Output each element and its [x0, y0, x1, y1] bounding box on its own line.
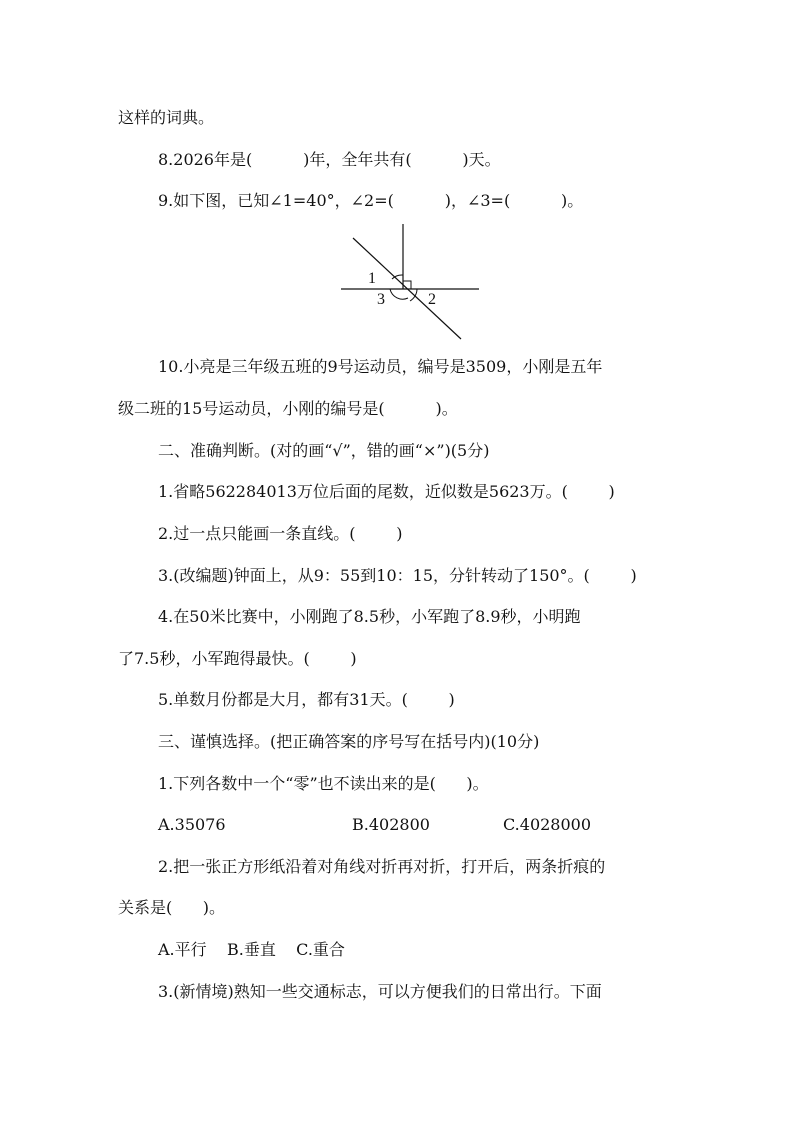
choice-1-option-c: C.4028000: [503, 815, 592, 834]
angle3-label: 3: [377, 291, 385, 308]
judge-4-line1: 4.在50米比赛中，小刚跑了8.5秒，小军跑了8.9秒，小明跑: [158, 607, 581, 626]
question-9: 9.如下图，已知∠1=40°，∠2=( )，∠3=( )。: [158, 191, 584, 210]
judge-3: 3.(改编题)钟面上，从9：55到10：15，分针转动了150°。( ): [158, 566, 637, 585]
question-10-line2: 级二班的15号运动员，小刚的编号是( )。: [118, 399, 458, 418]
judge-5: 5.单数月份都是大月，都有31天。( ): [158, 690, 455, 709]
judge-1: 1.省略562284013万位后面的尾数，近似数是5623万。( ): [158, 482, 615, 501]
question-10-line1: 10.小亮是三年级五班的9号运动员，编号是3509，小刚是五年: [158, 357, 603, 376]
choice-1-option-a: A.35076: [158, 815, 226, 834]
choice-1-option-b: B.402800: [352, 815, 430, 834]
angle1-label: 1: [368, 270, 376, 287]
choice-1: 1.下列各数中一个“零”也不读出来的是( )。: [158, 774, 489, 793]
question-8: 8.2026年是( )年，全年共有( )天。: [158, 150, 501, 169]
judge-2: 2.过一点只能画一条直线。( ): [158, 524, 403, 543]
angle3-arc: [390, 289, 408, 299]
choice-2-line2: 关系是( )。: [118, 898, 226, 917]
section-3-heading: 三、谨慎选择。(把正确答案的序号写在括号内)(10分): [158, 732, 540, 751]
choice-3-line1: 3.(新情境)熟知一些交通标志，可以方便我们的日常出行。下面: [158, 982, 602, 1001]
choice-2-options: A.平行 B.垂直 C.重合: [158, 940, 345, 959]
choice-2-line1: 2.把一张正方形纸沿着对角线对折再对折，打开后，两条折痕的: [158, 857, 606, 876]
line-0: 这样的词典。: [118, 108, 215, 127]
section-2-heading: 二、准确判断。(对的画“√”，错的画“×”)(5分): [158, 441, 490, 460]
angle2-label: 2: [428, 291, 436, 308]
judge-4-line2: 了7.5秒，小军跑得最快。( ): [118, 649, 357, 668]
angle-figure: [338, 224, 483, 342]
